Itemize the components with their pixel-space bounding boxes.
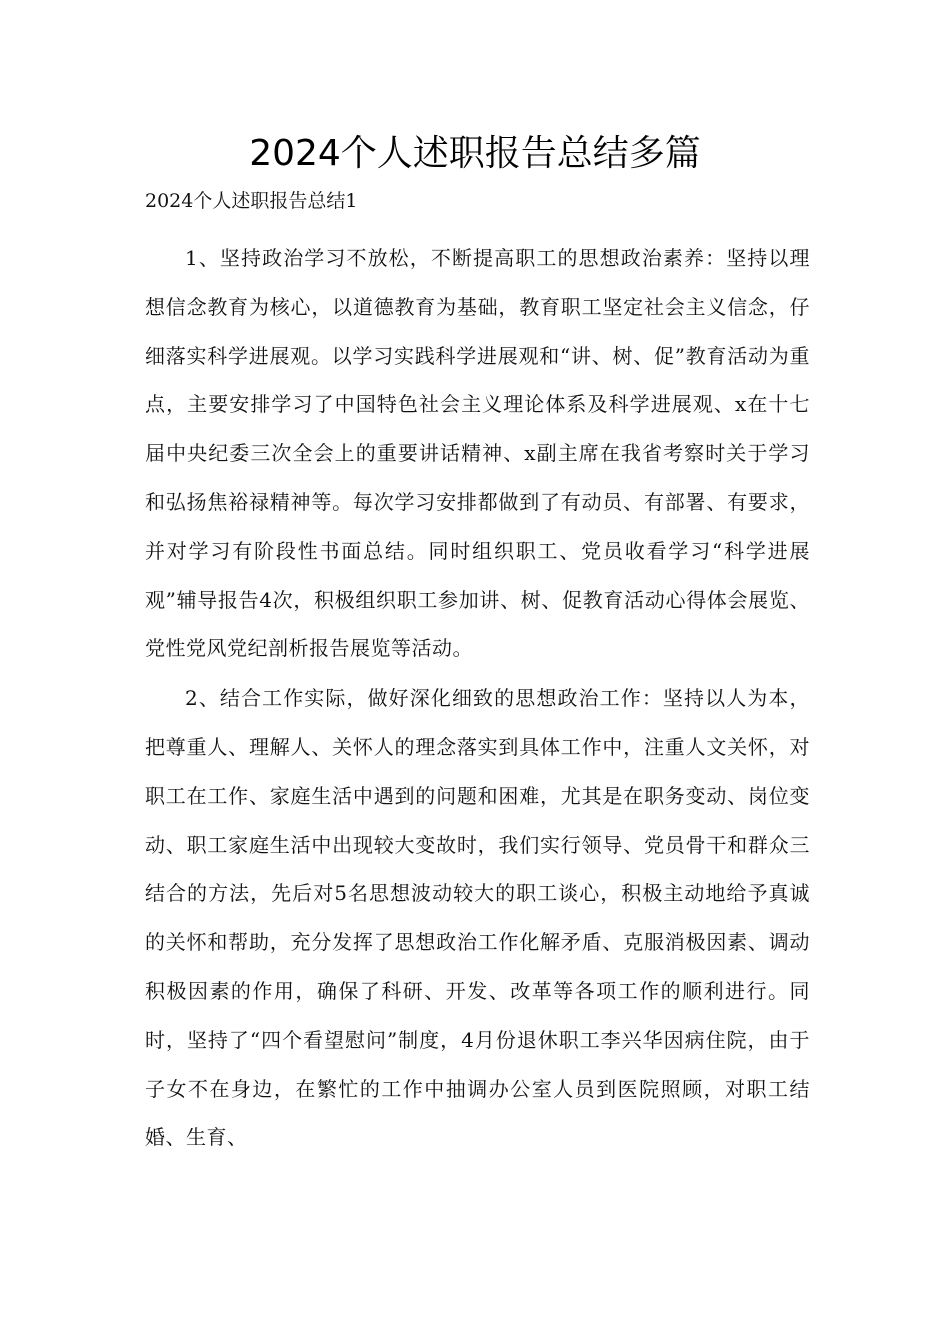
paragraph-2: 2、结合工作实际，做好深化细致的思想政治工作：坚持以人为本，把尊重人、理解人、关怀人的理念落实到具体工作中，注重人文关怀，对职工在工作、家庭生活中遇到的问题和困难，尤其是在职务变动、岗位变动、职工家庭生活中出现较大变故时，我们实行领导、党员骨干和群众三结合的方法，先后对5名思想波动较大的职工谈心，积极主动地给予真诚的关怀和帮助，充分发挥了思想政治工作化解矛盾、克服消极因素、调动积极因素的作用，确保了科研、开发、改革等各项工作的顺利进行。同时，坚持了“四个看望慰问”制度，4月份退休职工李兴华因病住院，由于子女不在身边，在繁忙的工作中抽调办公室人员到医院照顾，对职工结婚、生育、 bbox=[145, 686, 810, 1150]
document-body bbox=[145, 234, 810, 1163]
paragraph-1: 1、坚持政治学习不放松，不断提高职工的思想政治素养：坚持以理想信念教育为核心，以道德教育为基础，教育职工坚定社会主义信念，仔细落实科学进展观。以学习实践科学进展观和“讲、树、促”教育活动为重点，主要安排学习了中国特色社会主义理论体系及科学进展观、x在十七届中央纪委三次全会上的重要讲话精神、x副主席在我省考察时关于学习和弘扬焦裕禄精神等。每次学习安排都做到了有动员、有部署、有要求，并对学习有阶段性书面总结。同时组织职工、党员收看学习“科学进展观”辅导报告4次，积极组织职工参加讲、树、促教育活动心得体会展览、党性党风党纪剖析报告展览等活动。 bbox=[145, 246, 810, 661]
section-heading: 2024个人述职报告总结1 bbox=[145, 190, 358, 212]
document-title: 2024个人述职报告总结多篇 bbox=[249, 133, 701, 174]
